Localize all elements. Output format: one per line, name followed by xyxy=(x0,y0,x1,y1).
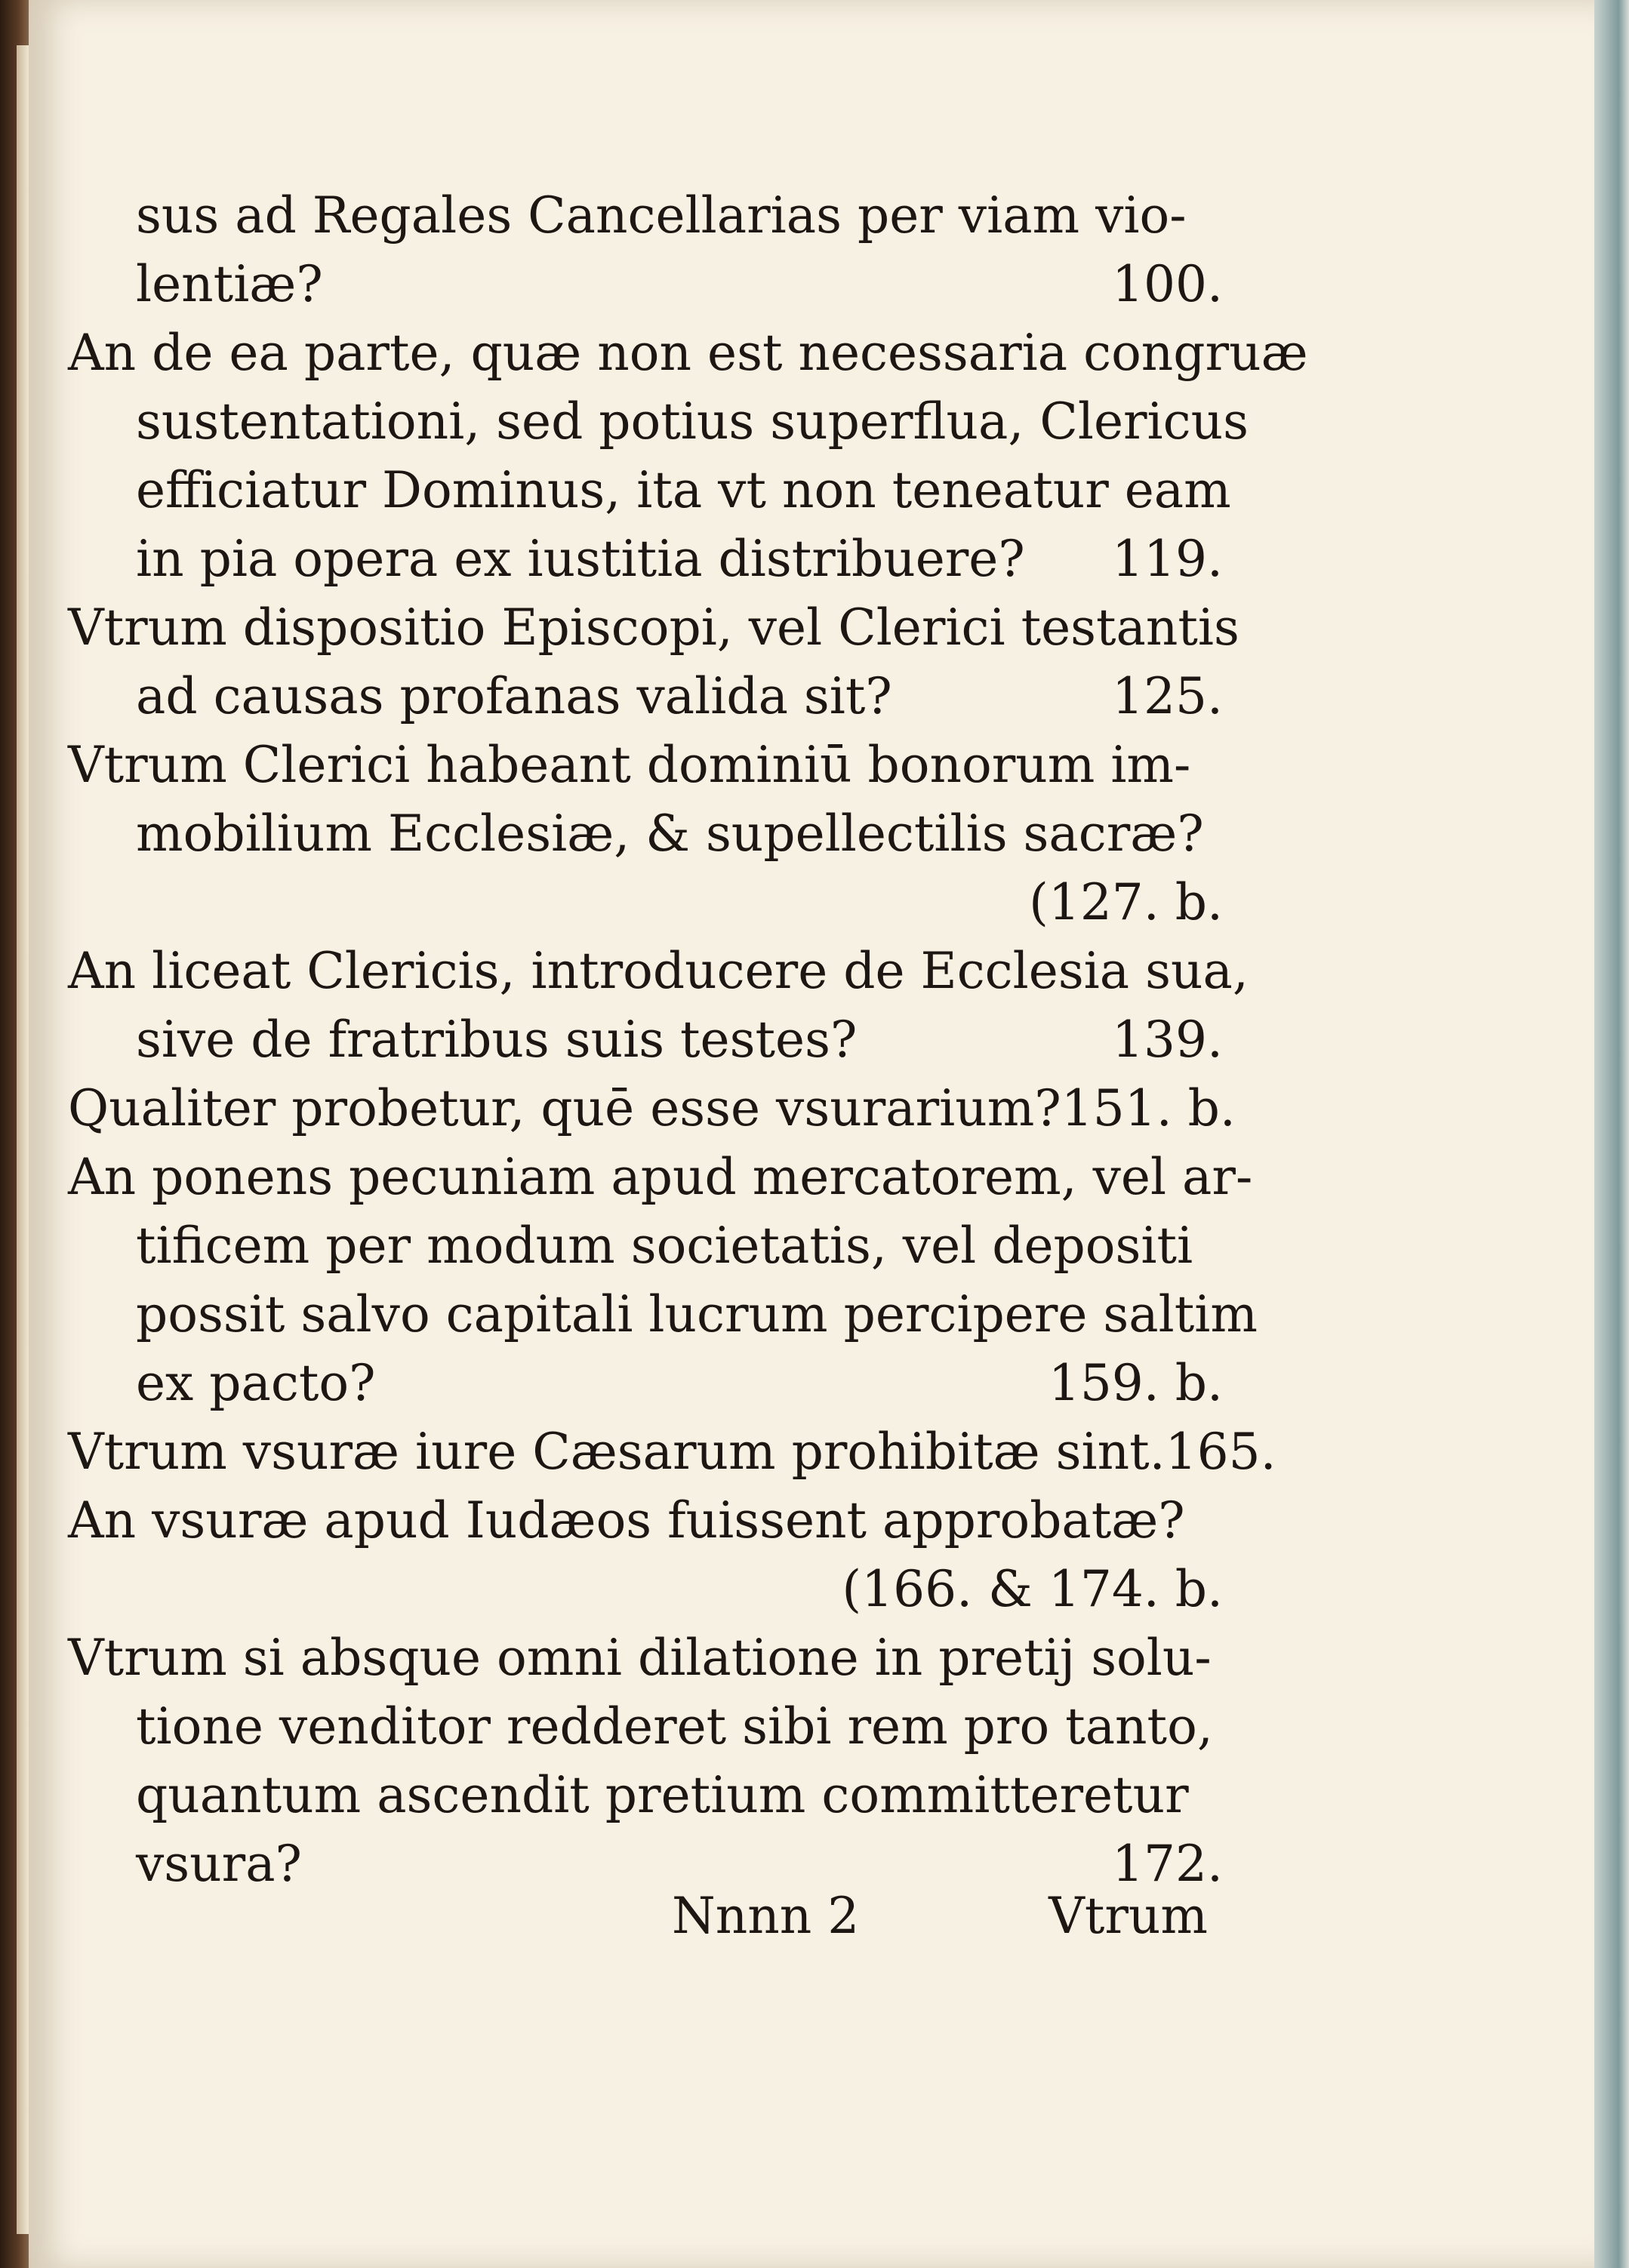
index-entry xyxy=(68,937,1249,1074)
entry-line: An vsuræ apud Iudæos fuissent approbatæ? xyxy=(68,1491,1185,1549)
entry-line xyxy=(68,1005,1223,1074)
index-entry xyxy=(68,593,1239,731)
index-entry xyxy=(68,1417,1276,1486)
entry-line xyxy=(68,662,1223,731)
index-entry xyxy=(68,1074,1236,1143)
page-reference: (166. & 174. b. xyxy=(842,1560,1223,1618)
catchword: Vtrum xyxy=(1049,1887,1208,1945)
entry-line: sustentationi, sed potius superflua, Clericus xyxy=(136,392,1249,451)
left-page-edge xyxy=(17,45,29,2234)
entry-text: vsura? xyxy=(136,1835,302,1893)
page-reference: 165. xyxy=(1165,1423,1276,1481)
index-entry xyxy=(68,1143,1258,1417)
entry-line: An de ea parte, quæ non est necessaria congruæ xyxy=(68,324,1308,382)
entry-text: Qualiter probetur, quē esse vsurarium? xyxy=(68,1079,1061,1137)
entry-text: Vtrum vsuræ iure Cæsarum prohibitæ sint. xyxy=(68,1423,1166,1481)
entry-line: An ponens pecuniam apud mercatorem, vel ar- xyxy=(68,1148,1253,1206)
entry-line: tione venditor redderet sibi rem pro tanto, xyxy=(136,1697,1213,1756)
entry-line: Vtrum si absque omni dilatione in pretij solu- xyxy=(68,1629,1212,1687)
entry-text: sive de fratribus suis testes? xyxy=(136,1011,858,1069)
index-entry xyxy=(68,319,1308,593)
entry-line xyxy=(68,525,1223,593)
index-entry xyxy=(68,1623,1223,1898)
page-reference: 139. xyxy=(1112,1011,1223,1069)
page-reference: 100. xyxy=(1112,255,1223,313)
entry-line: sus ad Regales Cancellarias per viam vio- xyxy=(136,186,1187,245)
entry-text: in pia opera ex iustitia distribuere? xyxy=(136,530,1025,588)
page-fore-edge xyxy=(1594,0,1629,2268)
page-reference: 151. b. xyxy=(1061,1079,1236,1137)
entry-text: ad causas profanas valida sit? xyxy=(136,667,892,725)
entry-line: tificem per modum societatis, vel depositi xyxy=(136,1217,1193,1275)
page-reference: 119. xyxy=(1112,530,1223,588)
page-footer xyxy=(672,1887,1208,1945)
entry-line: An liceat Clericis, introducere de Ecclesia sua, xyxy=(68,942,1249,1000)
entry-line: mobilium Ecclesiæ, & supellectilis sacræ? xyxy=(136,805,1204,863)
page-reference: (127. b. xyxy=(1029,873,1223,931)
entry-line xyxy=(68,250,1223,319)
page-reference: 159. b. xyxy=(1048,1354,1223,1412)
index-text-block xyxy=(68,181,1308,1898)
entry-text: lentiæ? xyxy=(136,255,323,313)
entry-line: Vtrum dispositio Episcopi, vel Clerici testantis xyxy=(68,599,1239,657)
entry-line: efficiatur Dominus, ita vt non teneatur eam xyxy=(136,461,1231,519)
page-reference: 172. xyxy=(1112,1835,1223,1893)
page-reference: 125. xyxy=(1112,667,1223,725)
entry-line: Vtrum Clerici habeant dominiū bonorum im- xyxy=(68,736,1191,794)
index-entry xyxy=(68,1486,1223,1623)
entry-line xyxy=(68,1417,1276,1486)
index-entry xyxy=(68,731,1223,937)
entry-line xyxy=(68,1349,1223,1417)
entry-line: possit salvo capitali lucrum percipere saltim xyxy=(136,1285,1258,1343)
entry-text: ex pacto? xyxy=(136,1354,376,1412)
index-entry xyxy=(68,181,1223,319)
entry-line: quantum ascendit pretium committeretur xyxy=(136,1766,1189,1824)
signature-mark: Nnnn 2 xyxy=(672,1887,860,1945)
entry-line xyxy=(68,1074,1236,1143)
